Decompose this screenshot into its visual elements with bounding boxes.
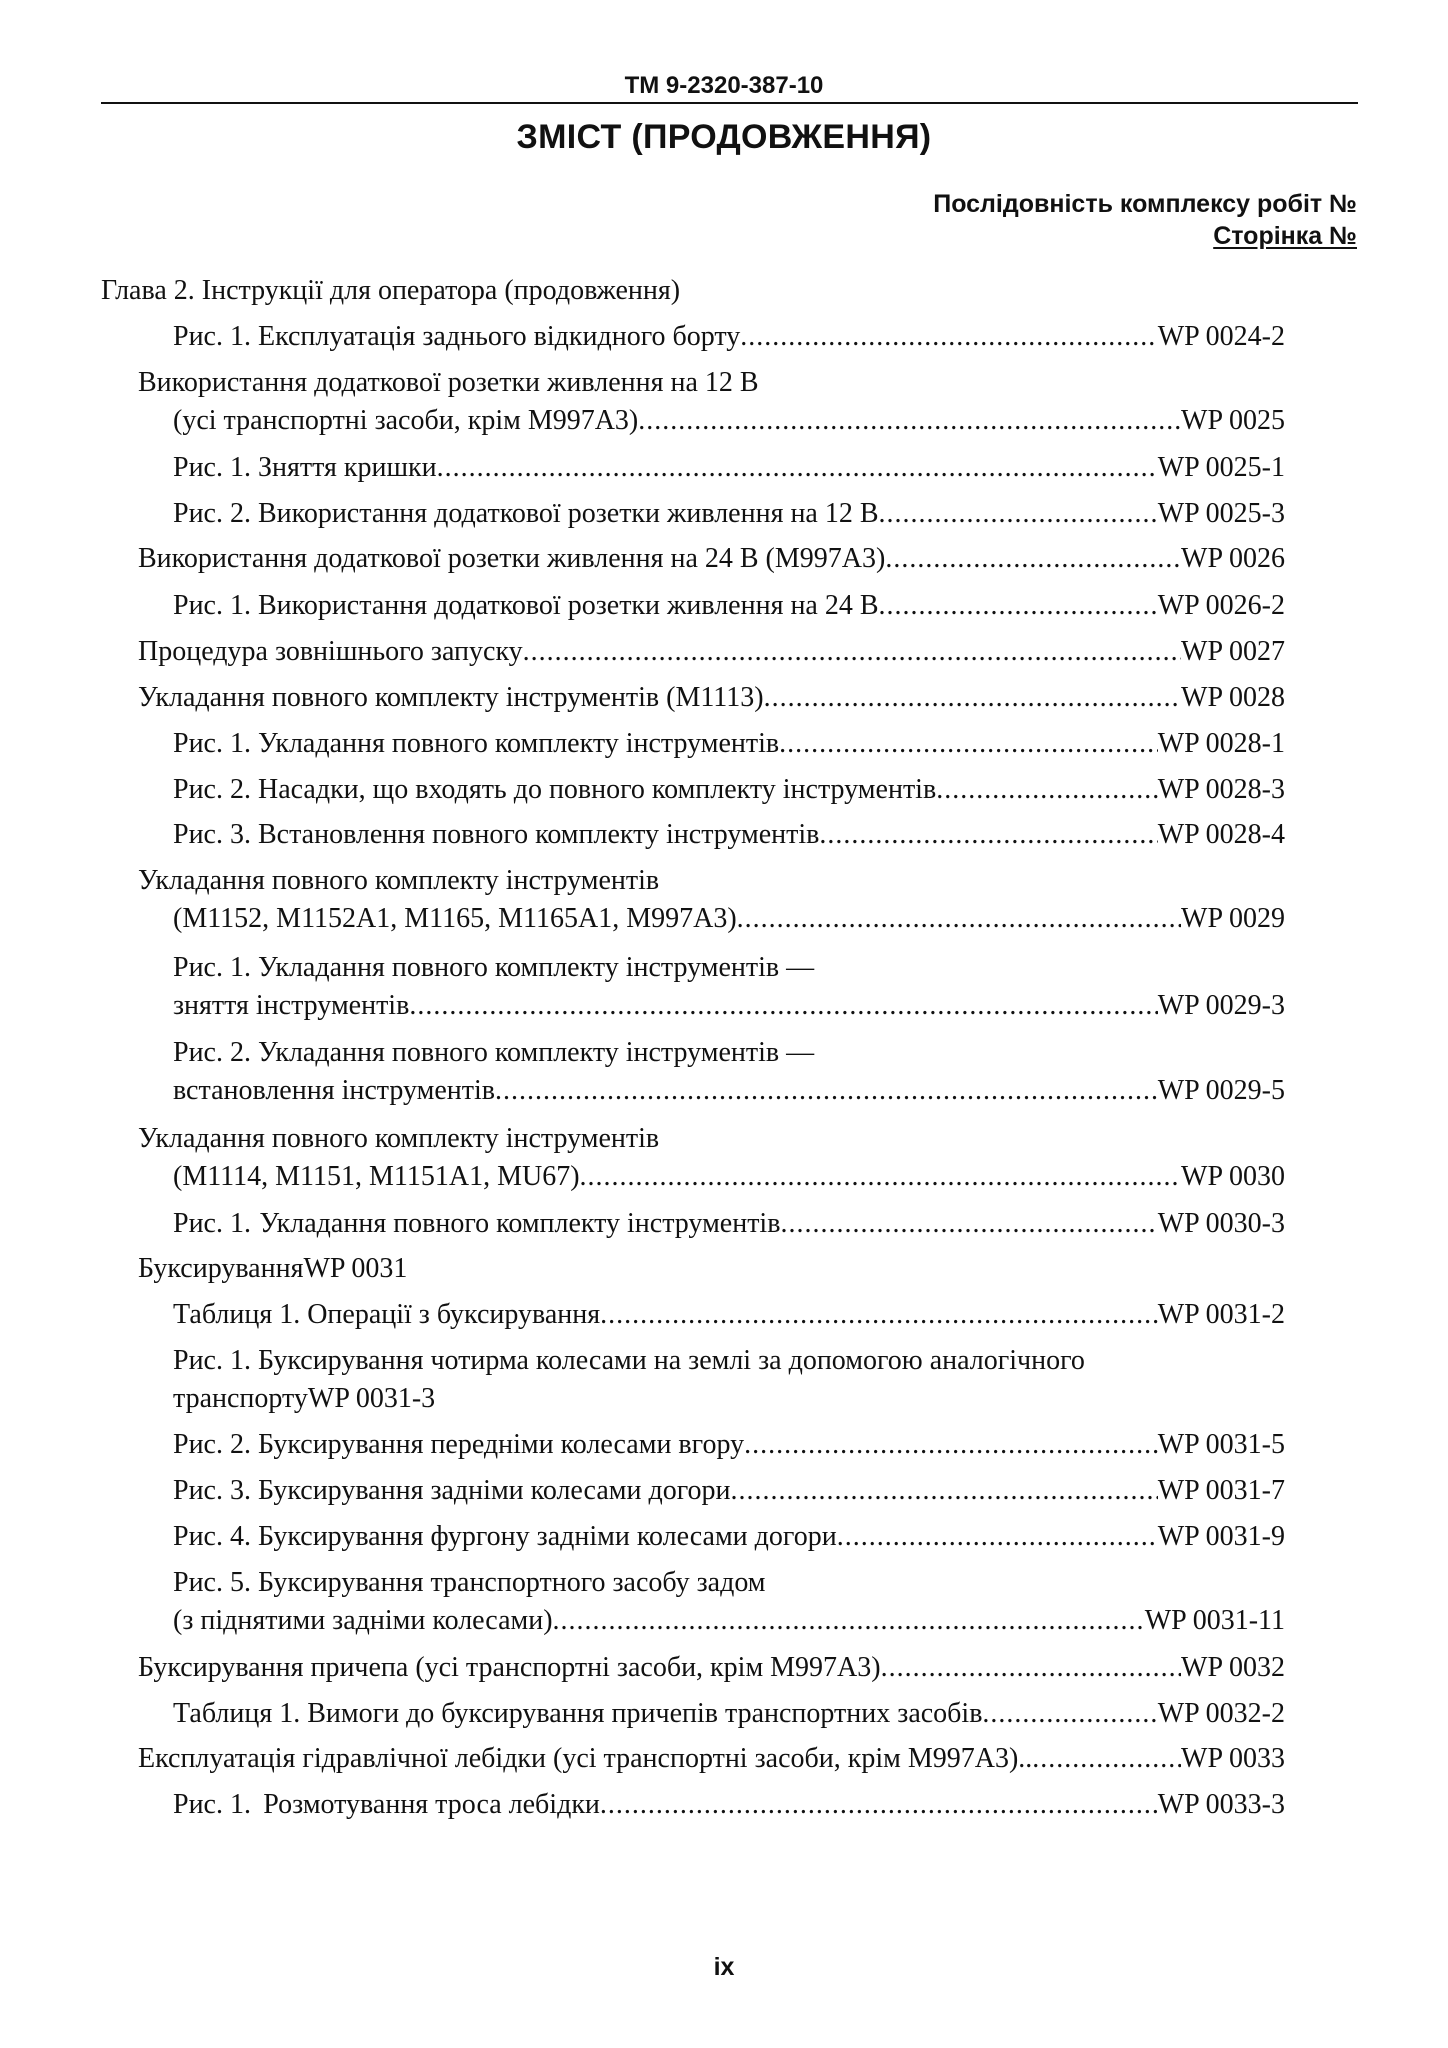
toc-entry-ref: WP 0025-1 [1157,452,1285,483]
toc-entry[interactable] [173,1205,1285,1243]
dot-leader [1032,1740,1181,1778]
dot-leader [730,1472,1157,1510]
toc-chapter-heading: Глава 2. Інструкції для оператора (продовження) [101,275,681,306]
toc-entry-ref: WP 0031-2 [1157,1299,1285,1330]
dot-leader [437,449,1158,487]
toc-entry-text: Рис. 2. Насадки, що входять до повного комплекту інструментів [173,774,937,805]
toc-entry[interactable] [173,771,1285,809]
toc-entry-text: зняття інструментів [173,990,410,1021]
dot-leader [495,1072,1158,1110]
dot-leader [764,679,1181,717]
toc-entry-ref: WP 0027 [1181,636,1285,667]
dot-leader [744,1426,1158,1464]
toc-entry-text: Розмотування троса лебідки [263,1789,600,1820]
toc-entry-text: (M1114, M1151, M1151A1, MU67) [173,1161,580,1192]
column-heading-page: Сторінка № [1213,222,1357,250]
toc-entry-text[interactable]: транспортуWP 0031-3 [173,1383,436,1414]
dot-leader [553,1602,1145,1640]
header-rule [101,102,1358,104]
page-title: ЗМІСТ (ПРОДОВЖЕННЯ) [516,118,932,156]
dot-leader [600,1786,1158,1824]
dot-leader [523,633,1181,671]
dot-leader [780,1205,1157,1243]
toc-entry-text: Рис. 1. Зняття кришки [173,452,437,483]
toc-entry-text: Рис. 2. Використання додаткової розетки живлення на 12 В [173,498,879,529]
toc-entry[interactable] [173,900,1285,938]
column-heading-sequence: Послідовність комплексу робіт № [933,190,1357,218]
toc-entry-text: Рис. 3. Встановлення повного комплекту інструментів [173,819,820,850]
toc-entry-text: Укладання повного комплекту інструментів [138,1123,660,1154]
dot-leader [740,318,1157,356]
dot-leader [885,540,1181,578]
toc-entry-ref: WP 0029-3 [1157,990,1285,1021]
toc-entry[interactable] [173,1602,1285,1640]
toc-entry-ref: WP 0029 [1181,903,1285,934]
toc-entry[interactable] [173,987,1285,1025]
toc-entry-text: Рис. 3. Буксирування задніми колесами догори [173,1475,731,1506]
toc-entry[interactable] [173,1072,1285,1110]
toc-entry-ref: WP 0025-3 [1157,498,1285,529]
document-number: TM 9-2320-387-10 [624,72,824,99]
toc-entry-text: Рис. 4. Буксирування фургону задніми колесами догори [173,1521,837,1552]
toc-entry-ref: WP 0032 [1181,1652,1285,1683]
toc-entry-text: Використання додаткової розетки живлення на 12 В [138,367,759,398]
toc-entry-text: (з піднятими задніми колесами) [173,1605,553,1636]
toc-entry-text: Рис. 2. Буксирування передніми колесами вгору [173,1429,745,1460]
toc-entry[interactable] [173,587,1285,625]
toc-entry-ref: WP 0033 [1181,1743,1285,1774]
toc-entry-ref: WP 0030-3 [1157,1208,1285,1239]
dot-leader [580,1158,1182,1196]
toc-entry-text: (M1152, M1152A1, M1165, M1165A1, M997A3) [173,903,737,934]
dot-leader [982,1695,1157,1733]
toc-entry-text: Процедура зовнішнього запуску [138,636,523,667]
toc-entry-text: Рис. 2. Укладання повного комплекту інструментів — [173,1037,815,1068]
dot-leader [879,495,1158,533]
toc-entry-text: Укладання повного комплекту інструментів [259,1208,781,1239]
dot-leader [638,402,1181,440]
toc-entry-text: Рис. 1. Укладання повного комплекту інструментів [173,728,780,759]
toc-entry[interactable] [173,1786,1285,1824]
toc-entry-label: Рис. 1. [173,1208,251,1239]
dot-leader [737,900,1181,938]
toc-entry-text: Експлуатація гідравлічної лебідки (усі транспортні засоби, крім M997A3).. [138,1743,1033,1774]
toc-entry[interactable] [138,540,1285,578]
toc-entry-text: Використання додаткової розетки живлення на 24 В (M997A3) [138,543,886,574]
toc-entry-ref: WP 0031-9 [1157,1521,1285,1552]
toc-entry-text: Рис. 1. Укладання повного комплекту інструментів — [173,952,815,983]
toc-entry-text: Таблиця 1. Операції з буксирування [173,1299,601,1330]
toc-entry[interactable] [173,1472,1285,1510]
toc-entry[interactable] [138,1740,1285,1778]
toc-entry-text[interactable]: БуксируванняWP 0031 [138,1253,408,1284]
toc-entry-text: Рис. 1. Використання додаткової розетки живлення на 24 В [173,590,879,621]
dot-leader [837,1518,1158,1556]
toc-entry-ref: WP 0031-11 [1144,1605,1285,1636]
toc-entry-ref: WP 0028 [1181,682,1285,713]
toc-entry[interactable] [173,1518,1285,1556]
toc-entry[interactable] [173,1296,1285,1334]
toc-entry-ref: WP 0033-3 [1157,1789,1285,1820]
toc-entry-text: Рис. 1. Експлуатація заднього відкидного борту [173,321,741,352]
toc-entry-text: Рис. 5. Буксирування транспортного засобу задом [173,1567,766,1598]
toc-entry-text: Буксирування причепа (усі транспортні засоби, крім M997A3) [138,1652,881,1683]
toc-entry[interactable] [173,1695,1285,1733]
toc-entry-text: Рис. 1. Буксирування чотирма колесами на землі за допомогою аналогічного [173,1345,1085,1376]
toc-entry-ref: WP 0026 [1181,543,1285,574]
toc-entry-ref: WP 0030 [1181,1161,1285,1192]
toc-entry[interactable] [173,318,1285,356]
toc-entry-ref: WP 0028-4 [1157,819,1285,850]
toc-entry[interactable] [173,1158,1285,1196]
page-number: ix [713,1953,735,1981]
toc-entry-text: (усі транспортні засоби, крім M997A3) [173,405,639,436]
toc-entry-text: встановлення інструментів [173,1075,495,1106]
toc-entry-ref: WP 0026-2 [1157,590,1285,621]
dot-leader [779,725,1158,763]
toc-entry-ref: WP 0028-1 [1157,728,1285,759]
toc-entry[interactable] [138,633,1285,671]
toc-entry-text: Укладання повного комплекту інструментів (M1113) [138,682,764,713]
dot-leader [819,816,1157,854]
toc-entry-ref: WP 0031-5 [1157,1429,1285,1460]
toc-entry[interactable] [173,449,1285,487]
toc-entry-ref: WP 0031-7 [1157,1475,1285,1506]
toc-entry[interactable] [173,402,1285,440]
toc-entry-ref: WP 0028-3 [1157,774,1285,805]
toc-entry-ref: WP 0032-2 [1157,1698,1285,1729]
toc-entry[interactable] [138,679,1285,717]
toc-entry-ref: WP 0024-2 [1157,321,1285,352]
toc-entry[interactable] [173,1426,1285,1464]
toc-entry-text: Таблиця 1. Вимоги до буксирування причепів транспортних засобів [173,1698,983,1729]
dot-leader [879,587,1158,625]
toc-entry-ref: WP 0029-5 [1157,1075,1285,1106]
dot-leader [600,1296,1158,1334]
toc-entry-ref: WP 0025 [1181,405,1285,436]
dot-leader [409,987,1157,1025]
toc-entry[interactable] [138,1649,1285,1687]
dot-leader [936,771,1158,809]
dot-leader [881,1649,1181,1687]
toc-entry[interactable] [173,495,1285,533]
toc-entry[interactable] [173,816,1285,854]
toc-entry[interactable] [173,725,1285,763]
toc-entry-text: Укладання повного комплекту інструментів [138,865,660,896]
toc-entry-label: Рис. 1. [173,1789,251,1820]
